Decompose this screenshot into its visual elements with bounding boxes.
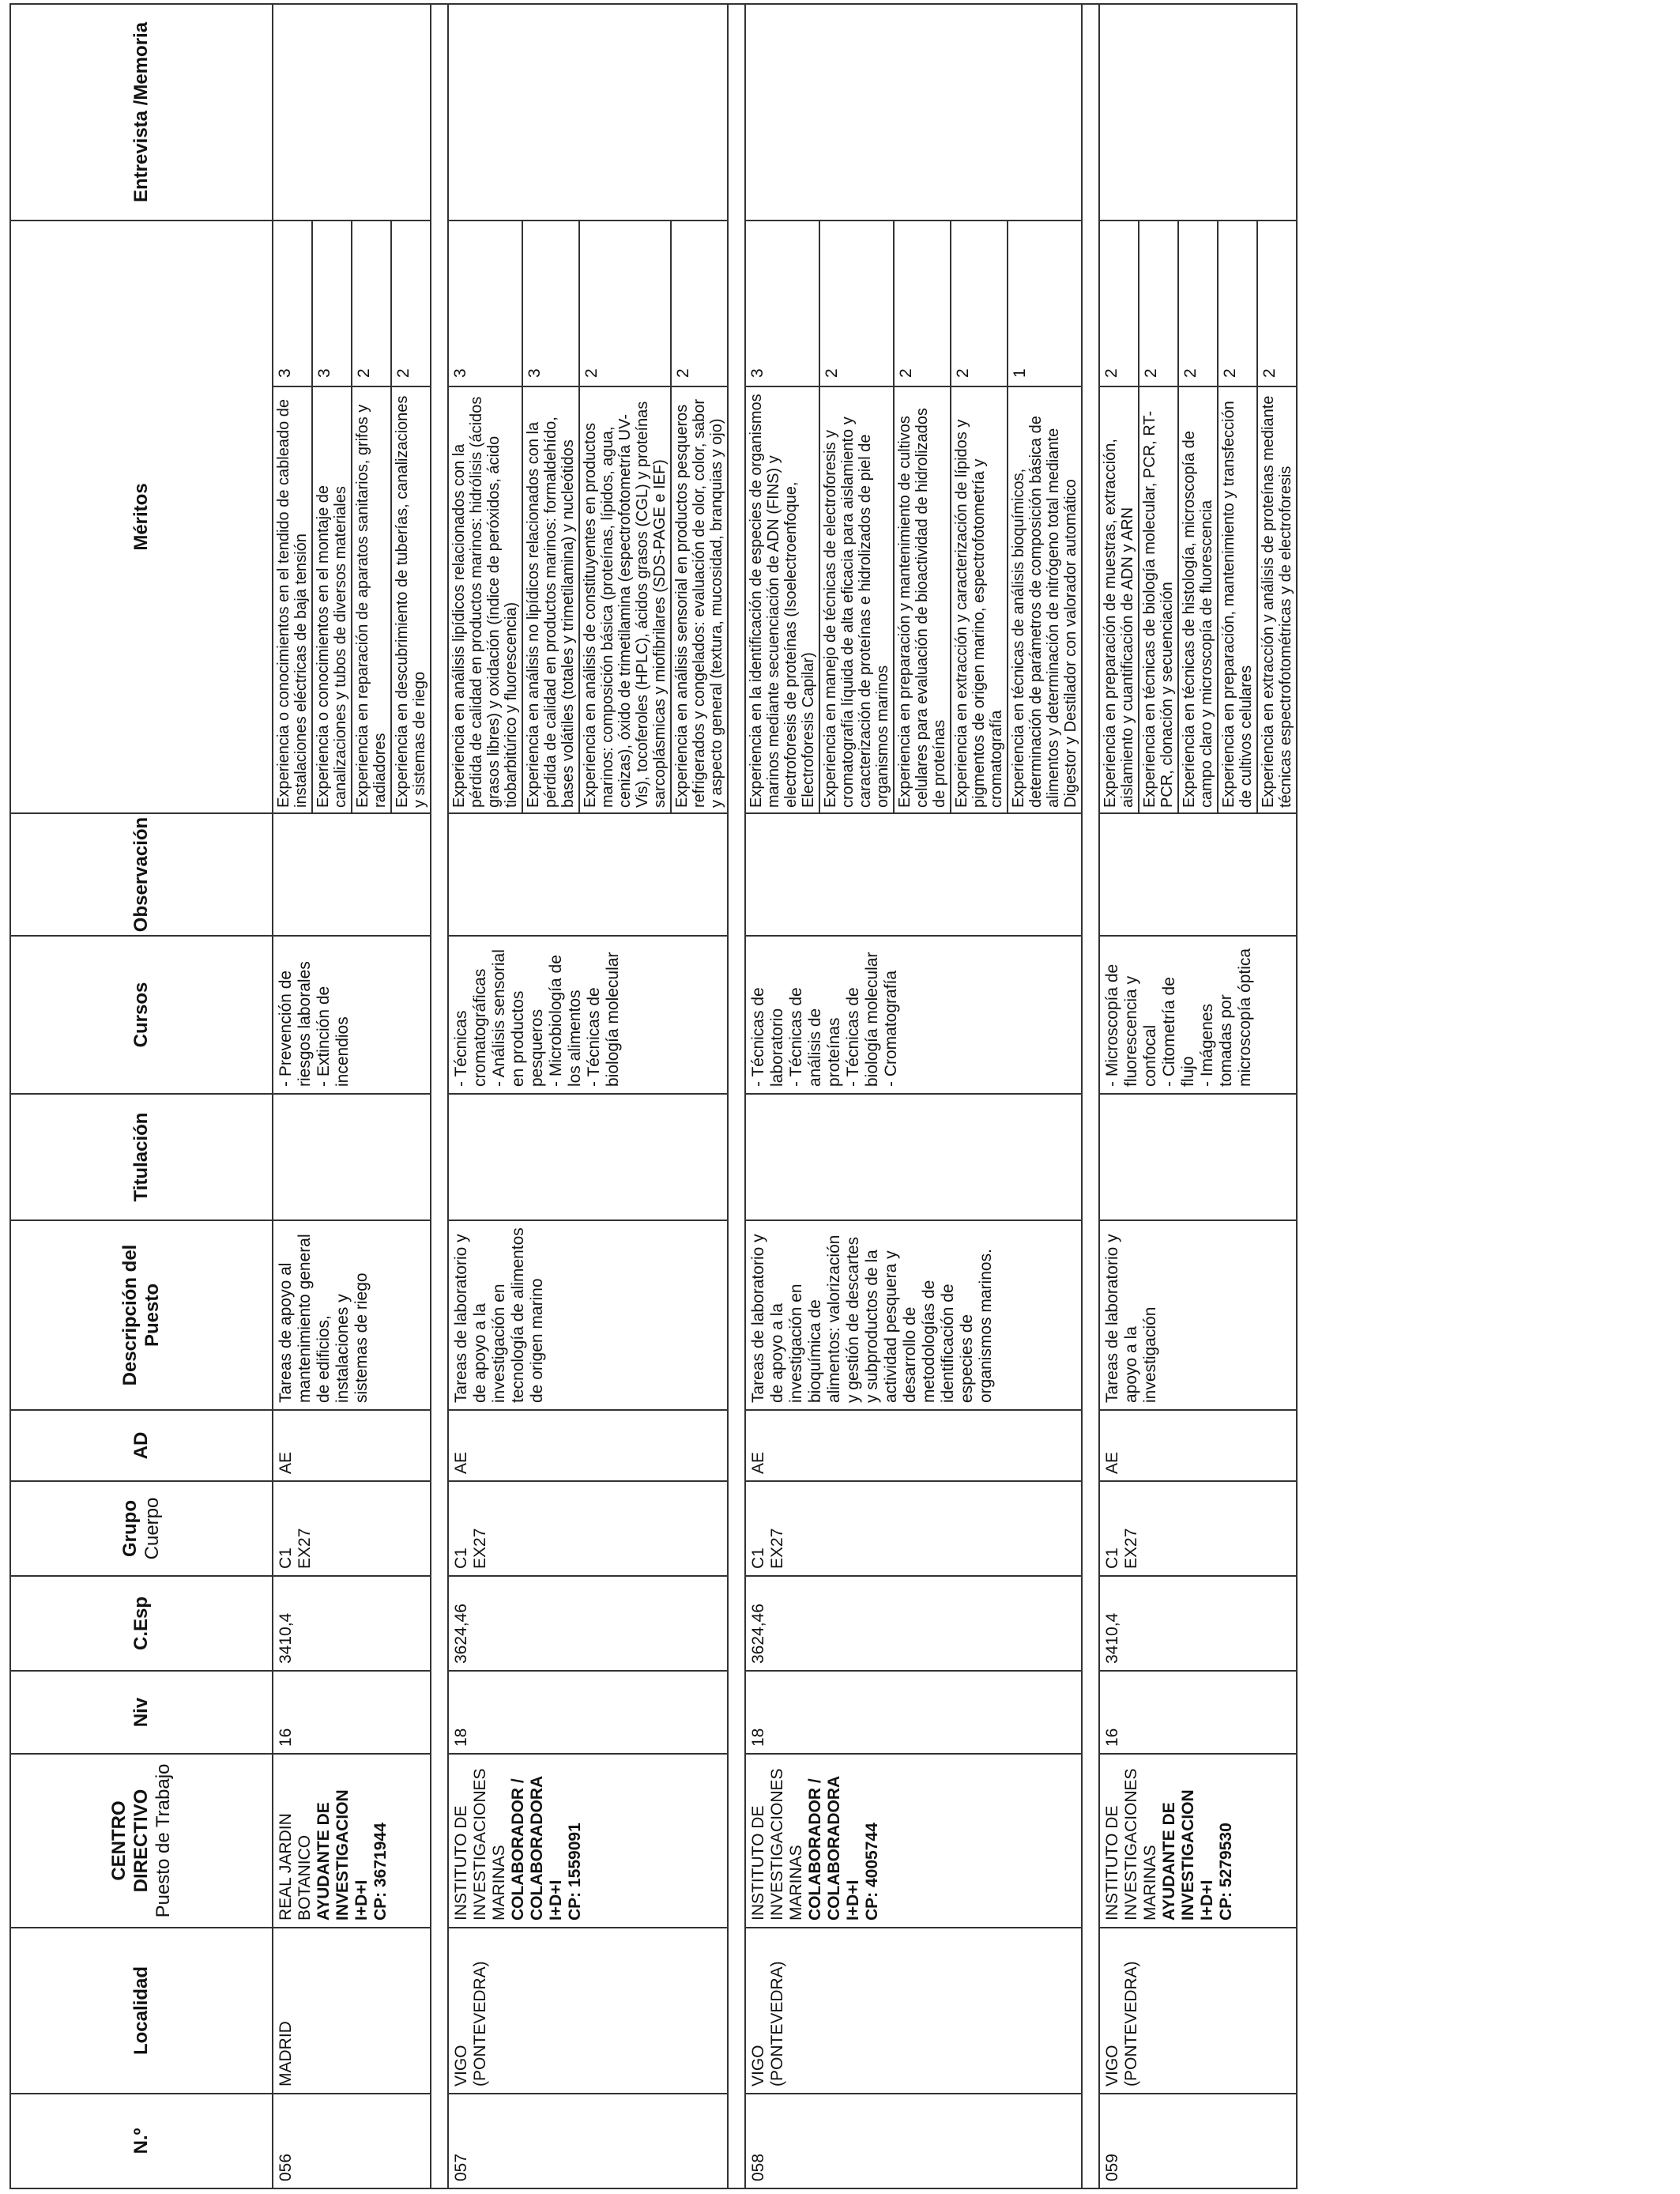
- puesto-line: INVESTIGACION I+D+I: [1179, 1789, 1216, 1921]
- merito-text: Experiencia o conocimientos en el tendido de cableado de instalaciones eléctricas de baja tensión: [273, 386, 312, 813]
- post-ad: [273, 1410, 431, 1481]
- row-separator: [431, 4, 448, 2188]
- post-localidad: [448, 1928, 728, 2094]
- merito-text: Experiencia en análisis sensorial en productos pesqueros refrigerados y congelados: evaluación de olor, color, sabor y aspecto general (textura, mucosidad, branquias y ojo): [671, 386, 728, 813]
- post-cursos: [273, 936, 431, 1094]
- merito-points: 2: [1139, 221, 1178, 386]
- merito-points: 2: [1099, 221, 1139, 386]
- puesto-line: COLABORADORA I+D+I: [825, 1776, 862, 1921]
- curso-line: - Microscopía de fluorescencia y confocal: [1103, 963, 1159, 1087]
- puesto-line: COLABORADOR /: [509, 1778, 527, 1921]
- centro-line: INSTITUTO DE: [749, 1805, 767, 1921]
- post-cursos: [448, 936, 728, 1094]
- merito-points: 3: [273, 221, 312, 386]
- merito-text: Experiencia en preparación y mantenimiento de cultivos celulares para evaluación de bioactividad de hidrolizados de proteínas: [894, 386, 951, 813]
- post-cesp: [745, 1576, 1082, 1671]
- header-cursos: Cursos: [10, 936, 273, 1094]
- centro-line: MARINAS: [1141, 1845, 1159, 1921]
- header-localidad: Localidad: [10, 1928, 273, 2094]
- merito-points: 3: [448, 221, 522, 386]
- cesp-text: 3624,46: [452, 1604, 470, 1664]
- merito-text: Experiencia en reparación de aparatos sanitarios, grifos y radiadores: [352, 386, 391, 813]
- grupo-line: EX27: [471, 1528, 489, 1569]
- localidad-line: VIGO: [749, 2045, 767, 2087]
- cesp-text: 3410,4: [277, 1612, 295, 1664]
- merito-text: Experiencia en técnicas de histología, microscopía de campo claro y microscopía de fluorescencia: [1178, 386, 1218, 813]
- row-separator: [728, 4, 745, 2188]
- post-ad: [1099, 1410, 1297, 1481]
- post-niv: [1099, 1671, 1297, 1754]
- merito-text: Experiencia en análisis de constituyentes en productos marinos: composición básica (proteínas, lípidos, agua, cenizas), óxido de trimetilamina (espectrofotometría UV-Vis), tocoferoles (HPLC), ácidos grasos (CGL) y proteínas sarcoplásmicas y miofibrilares (SDS-PAGE e IEF): [579, 386, 671, 813]
- localidad-line: MADRID: [277, 2021, 295, 2087]
- post-cesp: [1099, 1576, 1297, 1671]
- header-titulacion: Titulación: [10, 1094, 273, 1220]
- header-centro: [10, 1754, 273, 1928]
- post-observacion: [1099, 813, 1297, 936]
- puesto-line: AYUDANTE DE: [315, 1802, 333, 1921]
- niv-text: 18: [452, 1728, 470, 1747]
- post-cursos: [745, 936, 1082, 1094]
- cesp-text: 3410,4: [1103, 1612, 1121, 1664]
- localidad-line: (PONTEVEDRA): [471, 1961, 489, 2087]
- centro-line: INVESTIGACIONES: [471, 1768, 489, 1921]
- separator-cell: [1082, 4, 1099, 2188]
- grupo-line: EX27: [1122, 1528, 1140, 1569]
- grupo-line: C1: [452, 1547, 470, 1569]
- post-entrevista: [745, 4, 1082, 221]
- header-entrevista: Entrevista /Memoria: [10, 4, 273, 221]
- merito-text: Experiencia en descubrimiento de tuberías, canalizaciones y sistemas de riego: [391, 386, 431, 813]
- post-titulacion: [273, 1094, 431, 1220]
- separator-cell: [728, 4, 745, 2188]
- posts-table: [9, 3, 1298, 2189]
- post-grupo: [1099, 1481, 1297, 1576]
- merito-points: 2: [894, 221, 951, 386]
- header-grupo: [10, 1481, 273, 1576]
- header-grupo-title: Grupo: [119, 1500, 141, 1557]
- post-cursos: [1099, 936, 1297, 1094]
- centro-line: MARINAS: [787, 1845, 805, 1921]
- merito-text: Experiencia en la identificación de especies de organismos marinos mediante secuenciación de ADN (FINS) y electroforesis de proteínas (Isoelectroenfoque, Electroforesis Capilar): [745, 386, 819, 813]
- puesto-line: CP: 3671944: [371, 1823, 390, 1921]
- merito-text: Experiencia en técnicas de biología molecular, PCR, RT-PCR, clonación y secuenciación: [1139, 386, 1178, 813]
- grupo-line: EX27: [296, 1528, 314, 1569]
- merito-points: 2: [391, 221, 431, 386]
- curso-line: - Microbiología de los alimentos: [547, 955, 584, 1087]
- curso-line: - Citometría de flujo: [1160, 977, 1197, 1087]
- header-meritos: Méritos: [10, 221, 273, 813]
- post-grupo: [448, 1481, 728, 1576]
- table-row: [745, 4, 819, 2188]
- post-descripcion: [1099, 1220, 1297, 1410]
- post-number-text: 056: [277, 2153, 295, 2181]
- curso-line: - Técnicas de biología molecular: [585, 952, 622, 1087]
- header-observacion: Observación: [10, 813, 273, 936]
- merito-points: 2: [352, 221, 391, 386]
- puesto-line: AYUDANTE DE: [1160, 1802, 1178, 1921]
- curso-line: - Técnicas de biología molecular: [844, 952, 881, 1087]
- post-number: [1099, 2094, 1297, 2188]
- localidad-line: (PONTEVEDRA): [1122, 1961, 1140, 2087]
- header-centro-sub: Puesto de Trabajo: [153, 1763, 174, 1918]
- posts-body: [273, 4, 1297, 2188]
- post-niv: [448, 1671, 728, 1754]
- merito-points: 3: [312, 221, 352, 386]
- merito-points: 2: [819, 221, 894, 386]
- post-ad: [448, 1410, 728, 1481]
- post-centro: [745, 1754, 1082, 1928]
- post-number: [448, 2094, 728, 2188]
- centro-line: MARINAS: [490, 1845, 508, 1921]
- header-row: [10, 4, 273, 2188]
- post-localidad: [1099, 1928, 1297, 2094]
- descripcion-text: Tareas de laboratorio y de apoyo a la investigación en bioquímica de alimentos: valorización y gestión de descartes y subproductos de la actividad pesquera y desarrollo de metodologías de identificación de especies de organismos marinos.: [749, 1234, 995, 1403]
- merito-text: Experiencia en manejo de técnicas de electroforesis y cromatografía líquida de alta eficacia para aislamiento y caracterización de proteínas e hidrolizados de piel de organismos marinos: [819, 386, 894, 813]
- post-centro: [273, 1754, 431, 1928]
- merito-points: 2: [1257, 221, 1297, 386]
- merito-text: Experiencia en extracción y análisis de proteínas mediante técnicas espectrofotométricas y de electroforesis: [1257, 386, 1297, 813]
- post-descripcion: [448, 1220, 728, 1410]
- grupo-line: C1: [277, 1547, 295, 1569]
- table-row: [1099, 4, 1139, 2188]
- post-entrevista: [273, 4, 431, 221]
- post-titulacion: [1099, 1094, 1297, 1220]
- puesto-line: COLABORADORA I+D+I: [528, 1776, 565, 1921]
- curso-line: - Imágenes tomadas por microscopía óptica: [1198, 948, 1254, 1087]
- ad-text: AE: [452, 1451, 470, 1474]
- post-centro: [448, 1754, 728, 1928]
- table-row: [448, 4, 522, 2188]
- post-observacion: [273, 813, 431, 936]
- ad-text: AE: [1103, 1451, 1121, 1474]
- puesto-line: CP: 4005744: [863, 1823, 881, 1921]
- post-number: [273, 2094, 431, 2188]
- merito-points: 2: [671, 221, 728, 386]
- localidad-line: VIGO: [452, 2045, 470, 2087]
- merito-text: Experiencia en análisis lipídicos relacionados con la pérdida de calidad en productos marinos: hidrólisis (ácidos grasos libres) y oxidación (índice de peróxidos, ácido tiobarbitúrico y fluorescencia): [448, 386, 522, 813]
- post-entrevista: [448, 4, 728, 221]
- localidad-line: VIGO: [1103, 2045, 1121, 2087]
- curso-line: - Análisis sensorial en productos pesqueros: [490, 949, 546, 1087]
- post-centro: [1099, 1754, 1297, 1928]
- header-ad: AD: [10, 1410, 273, 1481]
- header-cesp: C.Esp: [10, 1576, 273, 1671]
- localidad-line: (PONTEVEDRA): [768, 1961, 786, 2087]
- merito-points: 1: [1008, 221, 1082, 386]
- post-observacion: [448, 813, 728, 936]
- post-ad: [745, 1410, 1082, 1481]
- grupo-line: EX27: [768, 1528, 786, 1569]
- post-number-text: 059: [1103, 2153, 1121, 2181]
- post-entrevista: [1099, 4, 1297, 221]
- separator-cell: [431, 4, 448, 2188]
- centro-line: INVESTIGACIONES: [1122, 1768, 1140, 1921]
- curso-line: - Prevención de riesgos laborales: [277, 961, 314, 1087]
- curso-line: - Técnicas de laboratorio: [749, 987, 786, 1087]
- curso-line: - Técnicas de análisis de proteínas: [787, 987, 843, 1087]
- post-descripcion: [745, 1220, 1082, 1410]
- descripcion-text: Tareas de laboratorio y de apoyo a la investigación en tecnología de alimentos de origen marino: [452, 1227, 546, 1403]
- curso-line: - Extinción de incendios: [315, 986, 352, 1087]
- merito-text: Experiencia o conocimientos en el montaje de canalizaciones y tubos de diversos materiales: [312, 386, 352, 813]
- merito-points: 2: [1218, 221, 1257, 386]
- curso-line: - Cromatografía: [882, 970, 900, 1087]
- post-number-text: 057: [452, 2153, 470, 2181]
- grupo-line: C1: [749, 1547, 767, 1569]
- merito-points: 3: [522, 221, 579, 386]
- grupo-line: C1: [1103, 1547, 1121, 1569]
- descripcion-text: Tareas de apoyo al mantenimiento general de edificios, instalaciones y sistemas de riego: [277, 1234, 371, 1403]
- niv-text: 18: [749, 1728, 767, 1747]
- post-titulacion: [448, 1094, 728, 1220]
- puesto-line: CP: 1559091: [566, 1823, 584, 1921]
- merito-text: Experiencia en preparación de muestras, extracción, aislamiento y cuantificación de ADN y ARN: [1099, 386, 1139, 813]
- puesto-line: CP: 5279530: [1217, 1823, 1235, 1921]
- merito-points: 2: [951, 221, 1008, 386]
- centro-line: INVESTIGACIONES: [768, 1768, 786, 1921]
- post-number: [745, 2094, 1082, 2188]
- post-observacion: [745, 813, 1082, 936]
- cesp-text: 3624,46: [749, 1604, 767, 1664]
- curso-line: - Técnicas cromatográficas: [452, 968, 489, 1087]
- post-descripcion: [273, 1220, 431, 1410]
- table-row: [273, 4, 312, 2188]
- post-localidad: [273, 1928, 431, 2094]
- post-localidad: [745, 1928, 1082, 2094]
- post-titulacion: [745, 1094, 1082, 1220]
- merito-text: Experiencia en análisis no lipídicos relacionados con la pérdida de calidad en productos marinos: formaldehído, bases volátiles (totales y trimetilamina) y nucleótidos: [522, 386, 579, 813]
- descripcion-text: Tareas de laboratorio y apoyo a la investigación: [1103, 1234, 1159, 1403]
- post-number-text: 058: [749, 2153, 767, 2181]
- merito-points: 2: [579, 221, 671, 386]
- centro-line: INSTITUTO DE: [452, 1805, 470, 1921]
- centro-line: REAL JARDIN BOTANICO: [277, 1813, 314, 1921]
- centro-line: INSTITUTO DE: [1103, 1805, 1121, 1921]
- header-descripcion: Descripción del Puesto: [10, 1220, 273, 1410]
- niv-text: 16: [277, 1728, 295, 1747]
- post-cesp: [448, 1576, 728, 1671]
- post-niv: [745, 1671, 1082, 1754]
- merito-points: 2: [1178, 221, 1218, 386]
- merito-text: Experiencia en extracción y caracterización de lípidos y pigmentos de origen marino, espectrofotometría y cromatografía: [951, 386, 1008, 813]
- post-cesp: [273, 1576, 431, 1671]
- puesto-line: INVESTIGACION I+D+I: [333, 1789, 371, 1921]
- post-grupo: [273, 1481, 431, 1576]
- merito-text: Experiencia en preparación, mantenimiento y transfección de cultivos celulares: [1218, 386, 1257, 813]
- header-grupo-sub: Cuerpo: [141, 1497, 163, 1560]
- header-centro-title: CENTRO DIRECTIVO: [108, 1789, 152, 1893]
- row-separator: [1082, 4, 1099, 2188]
- niv-text: 16: [1103, 1728, 1121, 1747]
- merito-text: Experiencia en técnicas de análisis bioquímicos, determinación de parámetros de composición básica de alimentos y determinación de nitrógeno total mediante Digestor y Destilador con valorador automático: [1008, 386, 1082, 813]
- post-grupo: [745, 1481, 1082, 1576]
- merito-points: 3: [745, 221, 819, 386]
- header-niv: Niv: [10, 1671, 273, 1754]
- post-niv: [273, 1671, 431, 1754]
- ad-text: AE: [277, 1451, 295, 1474]
- header-num: N.º: [10, 2094, 273, 2188]
- puesto-line: COLABORADOR /: [806, 1778, 824, 1921]
- ad-text: AE: [749, 1451, 767, 1474]
